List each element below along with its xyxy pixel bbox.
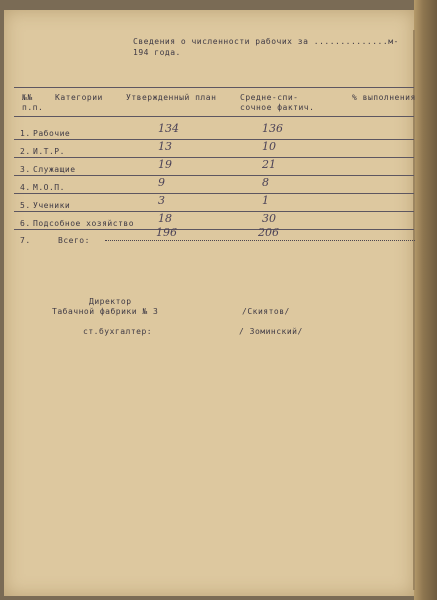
row-fact: 8 — [262, 176, 269, 189]
row-category: Рабочие — [33, 129, 71, 138]
row-category: Ученики — [33, 201, 71, 210]
row-category: Подсобное хозяйство — [33, 219, 135, 228]
doc-title-line1: Сведения о численности рабочих за ..............м- — [133, 37, 399, 46]
row-num: 4. — [20, 183, 31, 192]
director-label: Директор — [89, 297, 132, 306]
total-plan: 196 — [156, 226, 177, 239]
row-rule — [14, 193, 414, 194]
row-category: М.О.П. — [33, 183, 65, 192]
row-num: 2. — [20, 147, 31, 156]
header-bottom-rule — [14, 116, 414, 117]
total-label: Всего: — [58, 236, 90, 245]
page-shadow — [413, 30, 415, 590]
row-plan: 9 — [158, 176, 165, 189]
total-fact: 206 — [258, 226, 279, 239]
row-rule — [14, 139, 414, 140]
row-category: Служащие — [33, 165, 76, 174]
total-dots — [105, 240, 415, 241]
accountant-name: / Зоминский/ — [239, 327, 303, 336]
header-fact: Средне-спи- сочное фактич. — [240, 93, 315, 112]
row-fact: 10 — [262, 140, 276, 153]
row-plan: 19 — [158, 158, 172, 171]
header-plan: Утвержденный план — [126, 93, 217, 102]
row-num: 3. — [20, 165, 31, 174]
row-category: И.Т.Р. — [33, 147, 65, 156]
row-rule — [14, 211, 414, 212]
row-plan: 3 — [158, 194, 165, 207]
row-plan: 134 — [158, 122, 179, 135]
header-percent: % выполнения — [352, 93, 416, 102]
factory-name: Табачной фабрики № 3 — [52, 307, 159, 316]
row-plan: 18 — [158, 212, 172, 225]
row-num: 1. — [20, 129, 31, 138]
header-num: №№ п.п. — [22, 93, 44, 112]
row-rule — [14, 229, 414, 230]
binding-edge — [414, 0, 437, 600]
row-num: 5. — [20, 201, 31, 210]
accountant-label: ст.бухгалтер: — [83, 327, 153, 336]
header-category: Категории — [55, 93, 103, 102]
header-top-rule — [14, 87, 414, 88]
row-fact: 136 — [262, 122, 283, 135]
director-name: /Скиятов/ — [242, 307, 290, 316]
row-fact: 21 — [262, 158, 276, 171]
row-fact: 30 — [262, 212, 276, 225]
row-rule — [14, 175, 414, 176]
total-num: 7. — [20, 236, 31, 245]
row-plan: 13 — [158, 140, 172, 153]
doc-title-line2: 194 года. — [133, 48, 181, 57]
row-rule — [14, 157, 414, 158]
row-fact: 1 — [262, 194, 269, 207]
row-num: 6. — [20, 219, 31, 228]
